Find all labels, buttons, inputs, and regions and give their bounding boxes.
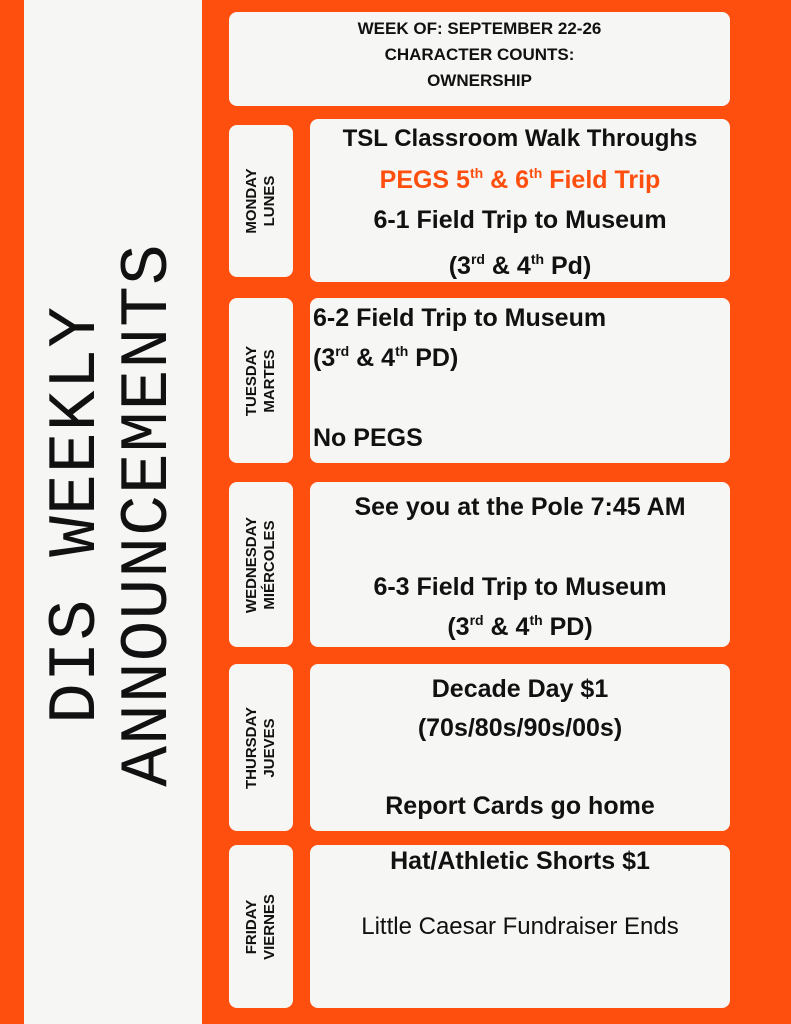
wednesday-line-3: (3rd & 4th PD) bbox=[447, 612, 593, 641]
tuesday-line-2: (3rd & 4th PD) bbox=[313, 343, 459, 372]
day-label-thursday bbox=[243, 707, 279, 789]
friday-line-2: Little Caesar Fundraiser Ends bbox=[361, 913, 679, 940]
tuesday-line-1: 6-2 Field Trip to Museum bbox=[313, 304, 607, 332]
thursday-announcements bbox=[310, 664, 730, 831]
day-label-en: THURSDAY bbox=[243, 706, 260, 789]
day-tab-thursday bbox=[229, 664, 293, 831]
day-tab-wednesday bbox=[229, 482, 293, 647]
day-label-en: WEDNESDAY bbox=[243, 516, 260, 613]
day-label-en: TUESDAY bbox=[243, 345, 260, 416]
day-label-es: MARTES bbox=[261, 348, 278, 413]
monday-line-2: PEGS 5th & 6th Field Trip bbox=[379, 165, 661, 194]
character-trait-text: OWNERSHIP bbox=[427, 71, 532, 90]
wednesday-announcements bbox=[310, 482, 730, 647]
week-of-text: WEEK OF: SEPTEMBER 22-26 bbox=[357, 19, 602, 38]
day-label-es: MIÉRCOLES bbox=[261, 519, 278, 610]
tuesday-announcements bbox=[310, 298, 730, 463]
monday-line-4: (3rd & 4th Pd) bbox=[448, 251, 592, 280]
character-counts-text: CHARACTER COUNTS: bbox=[384, 45, 575, 64]
day-label-es: LUNES bbox=[261, 175, 278, 227]
thursday-line-3: Report Cards go home bbox=[385, 792, 655, 820]
day-label-en: FRIDAY bbox=[243, 899, 260, 954]
week-header bbox=[229, 12, 730, 106]
day-label-en: MONDAY bbox=[243, 168, 260, 234]
day-label-tuesday bbox=[243, 345, 279, 415]
page-title bbox=[38, 243, 187, 787]
monday-line-1: TSL Classroom Walk Throughs bbox=[342, 125, 698, 152]
day-label-wednesday bbox=[243, 516, 279, 612]
day-label-friday bbox=[243, 894, 279, 960]
friday-line-1: Hat/Athletic Shorts $1 bbox=[390, 847, 650, 875]
day-label-es: VIERNES bbox=[261, 893, 278, 960]
day-label-es: JUEVES bbox=[261, 717, 278, 778]
day-tab-friday bbox=[229, 845, 293, 1008]
title-line-2: ANNOUNCEMENTS bbox=[110, 243, 187, 787]
thursday-line-2: (70s/80s/90s/00s) bbox=[417, 714, 623, 742]
monday-announcements bbox=[310, 119, 730, 282]
day-label-monday bbox=[243, 168, 279, 233]
day-tab-monday bbox=[229, 125, 293, 277]
tuesday-line-3: No PEGS bbox=[313, 424, 423, 452]
day-tab-tuesday bbox=[229, 298, 293, 463]
wednesday-line-2: 6-3 Field Trip to Museum bbox=[373, 573, 667, 601]
wednesday-line-1: See you at the Pole 7:45 AM bbox=[354, 493, 686, 521]
monday-line-3: 6-1 Field Trip to Museum bbox=[373, 206, 667, 234]
thursday-line-1: Decade Day $1 bbox=[431, 675, 609, 703]
friday-announcements bbox=[310, 845, 730, 1008]
title-line-1: DIS WEEKLY bbox=[38, 305, 115, 725]
